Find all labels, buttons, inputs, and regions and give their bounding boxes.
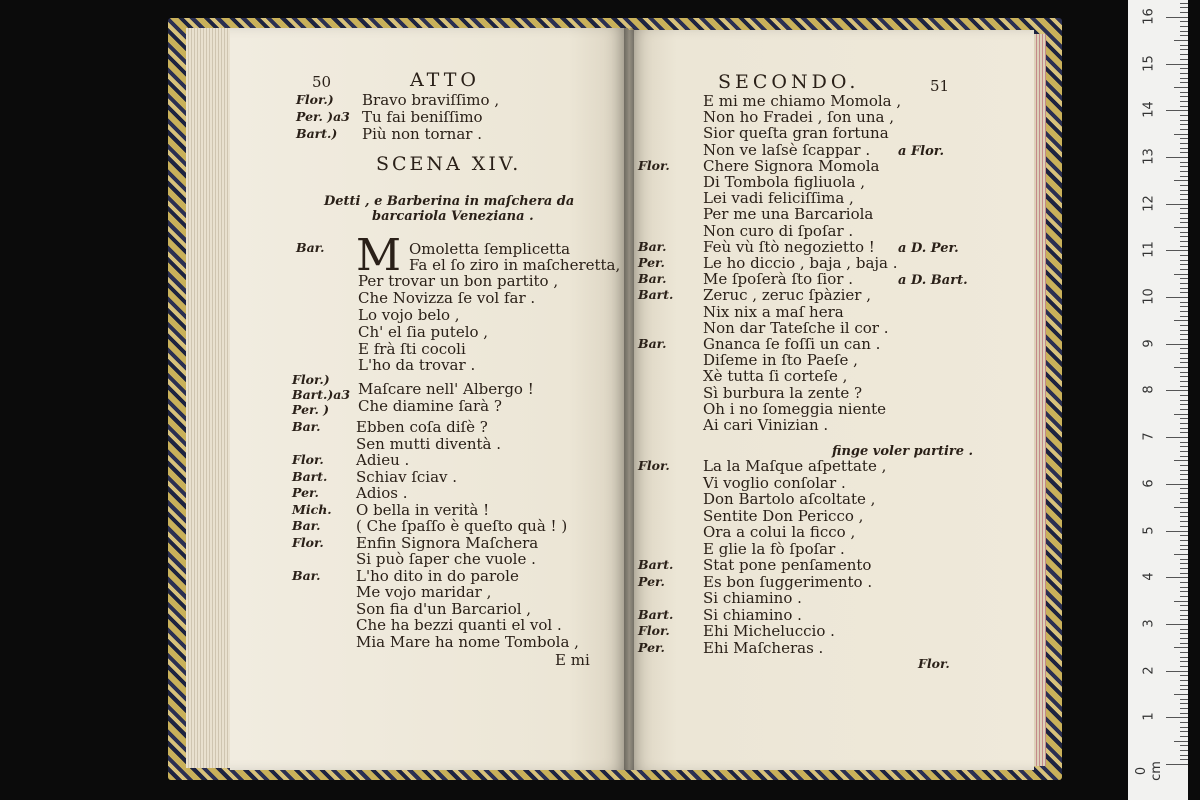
ruler-tick [1180, 493, 1188, 494]
ruler-tick [1180, 306, 1188, 307]
ruler-tick [1180, 568, 1188, 569]
verse-line: Che ha bezzi quanti el vol . [356, 616, 562, 634]
verse-line: La la Maſque aſpettate , [703, 457, 887, 475]
speaker-label: Bart. [638, 557, 674, 572]
ruler-tick [1180, 283, 1188, 284]
ruler-tick [1180, 615, 1188, 616]
verse-line: Stat pone penſamento [703, 556, 872, 574]
ruler-number: 10 [1141, 288, 1157, 305]
verse-line: Es bon ſuggerimento . [703, 572, 873, 591]
ruler-tick [1180, 442, 1188, 443]
ruler-tick [1180, 395, 1188, 396]
ruler-number: 4 [1141, 572, 1157, 581]
ruler-tick [1166, 344, 1188, 345]
ruler-tick [1180, 545, 1188, 546]
ruler-tick [1166, 204, 1188, 205]
ruler-tick [1180, 432, 1188, 433]
verse-line: Bravo braviſſimo , [362, 91, 500, 109]
ruler-tick [1180, 423, 1188, 424]
ruler-tick [1180, 325, 1188, 326]
speaker-label: Per. [292, 485, 319, 500]
speaker-label: Bart. [638, 287, 674, 303]
speaker-label: Bar. [292, 419, 321, 434]
ruler-tick [1166, 437, 1188, 438]
ruler-number: 8 [1141, 385, 1157, 395]
ruler-tick [1166, 577, 1188, 578]
ruler-tick [1180, 512, 1188, 513]
ruler-tick [1180, 96, 1188, 97]
stage-direction: a D. Per. [898, 240, 959, 256]
ruler-tick [1180, 516, 1188, 517]
ruler-tick [1174, 507, 1188, 508]
ruler-tick [1180, 619, 1188, 620]
speaker-label: Per. [638, 573, 665, 589]
ruler-tick [1180, 587, 1188, 588]
ruler-tick [1180, 535, 1188, 536]
speaker-label: Bart. [638, 606, 674, 622]
ruler-tick [1166, 671, 1188, 672]
speaker-label: Bart.)a3 [292, 387, 351, 402]
ruler-tick [1174, 87, 1188, 88]
ruler-tick [1180, 722, 1188, 723]
ruler-tick [1180, 610, 1188, 611]
speaker-label: Per. ) [292, 402, 330, 417]
ruler-tick [1180, 302, 1188, 303]
ruler-tick [1180, 213, 1188, 214]
verse-line: Lei vadi feliciſſima , [703, 189, 854, 208]
ruler-tick [1180, 199, 1188, 200]
ruler-tick [1166, 390, 1188, 391]
ruler-tick [1166, 764, 1188, 765]
ruler-tick [1166, 624, 1188, 625]
verse-line: Che Novizza ſe vol far . [358, 289, 536, 307]
ruler-tick [1180, 386, 1188, 387]
speaker-label: Per. )a3 [296, 109, 350, 124]
ruler-tick [1180, 35, 1188, 36]
ruler-tick [1180, 171, 1188, 172]
stage-direction: barcariola Veneziana . [372, 209, 534, 224]
ruler-tick [1180, 666, 1188, 667]
ruler-tick [1174, 601, 1188, 602]
ruler-tick [1180, 755, 1188, 756]
ruler-tick [1180, 409, 1188, 410]
ruler-tick [1180, 7, 1188, 8]
verse-line: Non ve laſsè ſcappar . [703, 140, 871, 159]
ruler-tick [1180, 138, 1188, 139]
verse-line: Sen mutti diventà . [356, 434, 502, 453]
ruler-tick [1166, 250, 1188, 251]
ruler-tick [1180, 573, 1188, 574]
verse-line: Ora a colui la ficco , [703, 523, 856, 541]
ruler-tick [1180, 185, 1188, 186]
speaker-label: Per. [638, 255, 665, 270]
verse-line: L'ho da trovar . [358, 356, 476, 374]
catchword: Flor. [918, 656, 950, 671]
verse-line: Per me una Barcariola [703, 205, 874, 224]
ruler-number: 2 [1141, 665, 1157, 675]
ruler-tick [1166, 484, 1188, 485]
verse-line: Xè tutta ſi corteſe , [703, 367, 848, 386]
ruler-tick [1180, 348, 1188, 349]
ruler-tick [1174, 134, 1188, 135]
catchword: E mi [555, 651, 590, 669]
ruler-tick [1180, 92, 1188, 93]
stage-direction: finge voler partire . [832, 444, 974, 459]
verse-line: Più non tornar . [362, 125, 482, 143]
ruler-tick [1180, 713, 1188, 714]
ruler-tick [1180, 736, 1188, 737]
verse-line: Non dar Tateſche il cor . [703, 318, 889, 337]
verse-line: Ebben coſa diſè ? [356, 418, 488, 436]
ruler-tick [1180, 124, 1188, 125]
verse-line: Oh i no ſomeggia niente [703, 399, 887, 418]
ruler-tick [1180, 334, 1188, 335]
verse-line: Adios . [356, 484, 408, 502]
verse-line: Mia Mare ha nome Tombola , [356, 632, 579, 651]
verse-line: Zeruc , zeruc ſpàzier , [703, 286, 871, 305]
speaker-label: Bar. [296, 240, 325, 255]
ruler-tick [1166, 531, 1188, 532]
verse-line: Fa el ſo ziro in maſcheretta, [409, 256, 621, 274]
ruler-number: 0 cm [1134, 761, 1164, 781]
ruler-tick [1180, 82, 1188, 83]
ruler-tick [1166, 717, 1188, 718]
ruler-tick [1180, 465, 1188, 466]
running-header: ATTO [410, 69, 480, 91]
ruler-tick [1180, 759, 1188, 760]
ruler-tick [1180, 451, 1188, 452]
verse-line: E frà ſti cocoli [358, 340, 466, 358]
ruler-tick [1174, 414, 1188, 415]
ruler-tick [1180, 521, 1188, 522]
ruler-tick [1180, 563, 1188, 564]
ruler-tick [1180, 260, 1188, 261]
ruler-tick [1180, 633, 1188, 634]
verse-line: Schiav ſciav . [356, 467, 458, 486]
ruler-tick [1180, 232, 1188, 233]
verse-line: Diſeme in ſto Paeſe , [703, 351, 858, 370]
ruler-tick [1180, 166, 1188, 167]
ruler-tick [1180, 689, 1188, 690]
ruler-number: 1 [1141, 712, 1157, 721]
verse-line: L'ho dito in do parole [356, 566, 519, 585]
verse-line: Ai cari Vinizian . [703, 416, 829, 434]
verse-line: Lo vojo belo , [358, 306, 460, 324]
ruler-tick [1180, 246, 1188, 247]
speaker-label: Bart. [292, 468, 328, 484]
ruler-tick [1180, 540, 1188, 541]
ruler-tick [1174, 180, 1188, 181]
ruler-tick [1180, 222, 1188, 223]
ruler-tick [1180, 549, 1188, 550]
verse-line: Sì burbura la zente ? [703, 383, 863, 402]
ruler-tick [1180, 470, 1188, 471]
speaker-label: Bar. [292, 567, 321, 583]
ruler-tick [1180, 703, 1188, 704]
speaker-label: Per. [638, 639, 665, 655]
verse-line: Si chiamino . [703, 605, 802, 624]
ruler-tick [1180, 73, 1188, 74]
speaker-label: Bar. [638, 271, 667, 287]
verse-line: E mi me chiamo Momola , [703, 92, 902, 110]
ruler-tick [1180, 750, 1188, 751]
scene-title: SCENA XIV. [376, 153, 522, 175]
speaker-label: Flor. [638, 157, 670, 173]
ruler-tick [1180, 502, 1188, 503]
verse-line: O bella in verità ! [356, 500, 490, 519]
ruler-tick [1166, 297, 1188, 298]
ruler-tick [1180, 218, 1188, 219]
ruler-tick [1166, 157, 1188, 158]
ruler-tick [1180, 638, 1188, 639]
ruler-tick [1180, 31, 1188, 32]
ruler-tick [1180, 591, 1188, 592]
verse-line: Vi voglio conſolar . [703, 473, 846, 492]
ruler-tick [1174, 227, 1188, 228]
ruler-tick [1174, 647, 1188, 648]
ruler-tick [1180, 652, 1188, 653]
ruler-tick [1180, 162, 1188, 163]
ruler-tick [1180, 3, 1188, 4]
verse-line: Gnanca ſe foſſi un can . [703, 335, 881, 353]
ruler-number: 3 [1141, 619, 1157, 628]
speaker-label: Flor. [638, 458, 670, 473]
ruler-number: 11 [1141, 241, 1157, 259]
ruler-number: 14 [1141, 101, 1157, 118]
ruler-tick [1180, 288, 1188, 289]
drop-cap: M [356, 230, 402, 281]
verse-line: Chere Signora Momola [703, 156, 880, 175]
verse-line: Adieu . [356, 451, 410, 469]
ruler-tick [1180, 26, 1188, 27]
ruler-tick [1180, 292, 1188, 293]
speaker-label: Flor. [292, 534, 324, 550]
verse-line: Di Tombola figliuola , [703, 173, 865, 191]
speaker-label: Bar. [638, 336, 667, 351]
ruler-tick [1180, 152, 1188, 153]
ruler-tick [1180, 685, 1188, 686]
ruler-tick [1180, 278, 1188, 279]
ruler-tick [1180, 255, 1188, 256]
ruler-tick [1180, 731, 1188, 732]
ruler-tick [1180, 339, 1188, 340]
ruler-tick [1180, 657, 1188, 658]
ruler-tick [1180, 264, 1188, 265]
verse-line: E glie la fò ſpoſar . [703, 539, 845, 558]
verse-line: Sior queſta gran fortuna [703, 124, 889, 143]
ruler-tick [1174, 320, 1188, 321]
verse-line: Don Bartolo aſcoltate , [703, 490, 876, 508]
verse-line: Ch' el ſia putelo , [358, 323, 489, 341]
verse-line: Omoletta ſemplicetta [409, 240, 571, 258]
ruler-tick [1180, 311, 1188, 312]
ruler-tick [1180, 194, 1188, 195]
verse-line: Si chiamino . [703, 589, 802, 607]
ruler-tick [1180, 54, 1188, 55]
verse-line: Che diamine ſarà ? [358, 397, 502, 415]
ruler-tick [1180, 456, 1188, 457]
ruler-tick [1174, 460, 1188, 461]
ruler-tick [1174, 554, 1188, 555]
ruler-tick [1180, 605, 1188, 606]
ruler-tick [1174, 274, 1188, 275]
book-gutter [624, 28, 634, 770]
verse-line: Per trovar un bon partito , [358, 272, 559, 290]
ruler-tick [1180, 498, 1188, 499]
ruler-tick [1180, 49, 1188, 50]
ruler-tick [1180, 381, 1188, 382]
ruler-tick [1180, 45, 1188, 46]
ruler-tick [1180, 190, 1188, 191]
speaker-label: Flor. [292, 452, 324, 467]
ruler-tick [1180, 269, 1188, 270]
stage-direction: Detti , e Barberina in maſchera da [324, 194, 575, 209]
ruler-tick [1180, 78, 1188, 79]
stage-direction: a Flor. [898, 143, 944, 159]
ruler-tick [1180, 316, 1188, 317]
ruler-tick [1180, 353, 1188, 354]
ruler-tick [1180, 479, 1188, 480]
ruler-tick [1180, 629, 1188, 630]
ruler-tick [1180, 362, 1188, 363]
ruler-tick [1180, 582, 1188, 583]
measuring-ruler [1128, 0, 1188, 800]
ruler-tick [1180, 526, 1188, 527]
ruler-tick [1180, 176, 1188, 177]
verse-line: Si può ſaper che vuole . [356, 550, 536, 568]
ruler-tick [1180, 428, 1188, 429]
ruler-number: 15 [1141, 54, 1157, 72]
verse-line: Sentite Don Pericco , [703, 506, 864, 525]
ruler-tick [1180, 418, 1188, 419]
speaker-label: Flor.) [296, 92, 334, 107]
verse-line: Non curo di ſpoſar . [703, 221, 854, 240]
ruler-tick [1180, 59, 1188, 60]
ruler-tick [1166, 17, 1188, 18]
ruler-number: 12 [1141, 194, 1157, 212]
ruler-tick [1174, 367, 1188, 368]
ruler-tick [1180, 372, 1188, 373]
running-header: SECONDO. [718, 71, 860, 93]
page-number: 51 [930, 77, 950, 95]
verse-line: Feù vù ſtò negozietto ! [703, 237, 875, 256]
page-number: 50 [312, 73, 332, 91]
speaker-label: Bart.) [296, 126, 338, 141]
ruler-tick [1180, 358, 1188, 359]
verse-line: Non ho Fradei , ſon una , [703, 108, 894, 127]
stage-direction: a D. Bart. [898, 273, 968, 289]
ruler-number: 6 [1141, 479, 1157, 488]
ruler-tick [1180, 208, 1188, 209]
ruler-tick [1180, 699, 1188, 700]
page-edges-right [1034, 34, 1046, 766]
ruler-tick [1180, 148, 1188, 149]
verse-line: Nix nix a maſ hera [703, 302, 844, 321]
ruler-tick [1180, 680, 1188, 681]
ruler-tick [1180, 236, 1188, 237]
speaker-label: Mich. [292, 501, 332, 517]
ruler-tick [1180, 708, 1188, 709]
verse-line: Le ho diccio , baja , baja . [703, 254, 898, 272]
ruler-tick [1180, 143, 1188, 144]
ruler-tick [1174, 694, 1188, 695]
verse-line: Ehi Maſcheras . [703, 638, 824, 657]
speaker-label: Bar. [638, 238, 667, 254]
ruler-tick [1180, 12, 1188, 13]
ruler-tick [1180, 129, 1188, 130]
ruler-number: 9 [1141, 339, 1157, 348]
ruler-tick [1180, 661, 1188, 662]
ruler-tick [1180, 376, 1188, 377]
verse-line: Enfin Signora Maſchera [356, 533, 539, 552]
ruler-number: 7 [1141, 432, 1157, 441]
ruler-number: 16 [1141, 8, 1157, 25]
ruler-tick [1180, 745, 1188, 746]
speaker-label: Bar. [292, 518, 321, 533]
verse-line: Me ſpoſerà ſto ſior . [703, 270, 853, 289]
ruler-tick [1180, 400, 1188, 401]
ruler-tick [1180, 106, 1188, 107]
ruler-tick [1180, 21, 1188, 22]
ruler-tick [1180, 643, 1188, 644]
ruler-tick [1174, 741, 1188, 742]
ruler-tick [1180, 446, 1188, 447]
ruler-number: 13 [1141, 148, 1157, 165]
ruler-tick [1180, 488, 1188, 489]
ruler-tick [1180, 559, 1188, 560]
verse-line: Me vojo maridar , [356, 583, 492, 601]
ruler-tick [1180, 727, 1188, 728]
verse-line: Ehi Micheluccio . [703, 622, 835, 640]
ruler-tick [1180, 241, 1188, 242]
ruler-tick [1180, 404, 1188, 405]
ruler-tick [1180, 68, 1188, 69]
verse-line: Tu fai beniſſimo [362, 108, 483, 126]
verse-line: Son fia d'un Barcariol , [356, 599, 532, 618]
ruler-tick [1180, 330, 1188, 331]
ruler-tick [1180, 101, 1188, 102]
page-edges-left [186, 28, 234, 768]
ruler-tick [1180, 675, 1188, 676]
speaker-label: Flor.) [292, 372, 330, 387]
ruler-tick [1174, 40, 1188, 41]
speaker-label: Flor. [638, 623, 670, 638]
ruler-tick [1180, 596, 1188, 597]
ruler-tick [1166, 64, 1188, 65]
ruler-tick [1180, 120, 1188, 121]
ruler-number: 5 [1141, 525, 1157, 535]
ruler-tick [1180, 115, 1188, 116]
ruler-tick [1180, 474, 1188, 475]
verse-line: ( Che ſpaſſo è queſto quà ! ) [356, 517, 568, 535]
ruler-tick [1166, 110, 1188, 111]
verse-line: Maſcare nell' Albergo ! [358, 380, 534, 398]
